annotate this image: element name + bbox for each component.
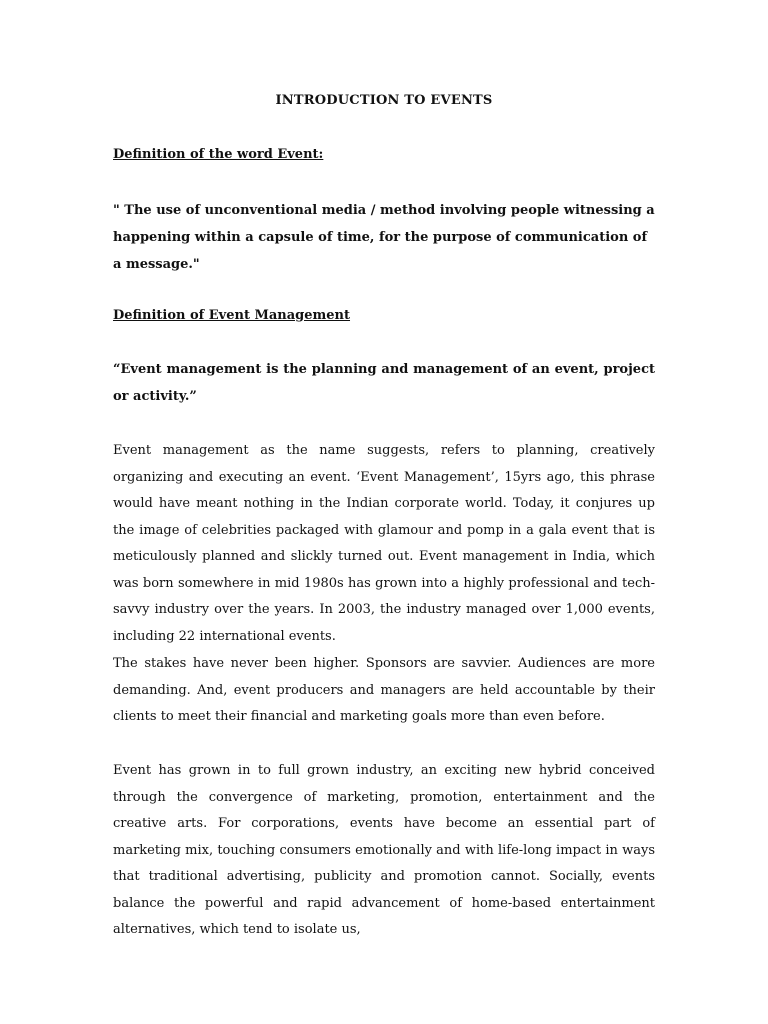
paragraph-industry-growth: Event has grown in to full grown industry, an exciting new hybrid conceived through the convergence of marketing, promotion, entertainment and the creative arts. For corporations, events have become an essential part of marketing mix, touching consumers emotionally and with life-long impact in ways that traditional advertising, publicity and promotion cannot. Socially, events balance the powerful and rapid advancement of home-based entertainment alternatives, which tend to isolate us, — [113, 763, 655, 937]
heading-event-management-definition: Definition of Event Management — [113, 308, 351, 323]
quote-event-definition: " The use of unconventional media / method involving people witnessing a happening within a capsule of time, for the purpose of communication of a message." — [113, 203, 655, 272]
paragraph-event-management-intro: Event management as the name suggests, refers to planning, creatively organizing and executing an event. ‘Event Management’, 15yrs ago, this phrase would have meant nothing in the Indian corporate world. Today, it conjures up the image of celebrities packaged with glamour and pomp in a gala event that is meticulously planned and slickly turned out. Event management in India, which was born somewhere in mid 1980s has grown into a highly professional and tech-savvy industry over the years. In 2003, the industry managed over 1,000 events, including 22 international events. — [113, 443, 655, 644]
quote-event-management-definition: “Event management is the planning and management of an event, project or activity.” — [113, 362, 655, 404]
heading-event-definition: Definition of the word Event: — [113, 147, 324, 162]
paragraph-stakes: The stakes have never been higher. Sponsors are savvier. Audiences are more demanding. And, event producers and managers are held accountable by their clients to meet their financial and marketing goals more than even before. — [113, 656, 655, 724]
document-title: INTRODUCTION TO EVENTS — [275, 93, 493, 108]
